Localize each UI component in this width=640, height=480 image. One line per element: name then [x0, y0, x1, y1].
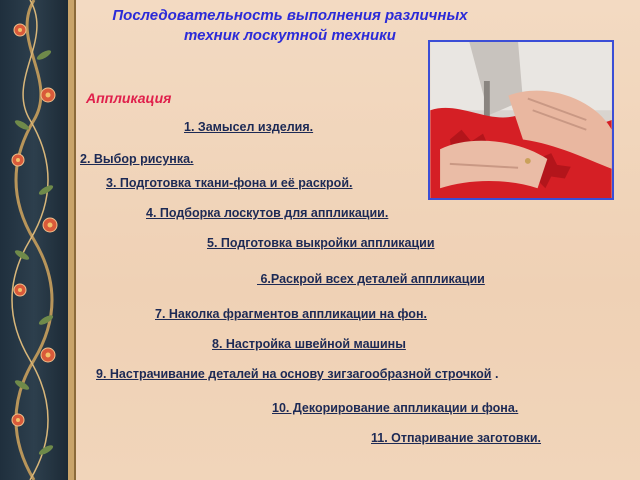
- step-10: 10. Декорирование аппликации и фона.: [272, 401, 519, 415]
- step-9-suffix: .: [491, 367, 499, 381]
- slide-title-line2: техник лоскутной техники: [184, 27, 396, 44]
- sewing-hands-photo-icon: [430, 42, 612, 198]
- step-5: 5. Подготовка выкройки аппликации: [207, 236, 435, 250]
- step-6: 6.Раскрой всех деталей аппликации: [257, 272, 485, 286]
- sewing-photo: [428, 40, 614, 200]
- step-4: 4. Подборка лоскутов для аппликации.: [146, 206, 389, 220]
- step-9-row: [96, 367, 498, 381]
- step-1: 1. Замысел изделия.: [184, 120, 314, 134]
- slide-title-line1: Последовательность выполнения различных: [112, 7, 468, 24]
- section-heading: Аппликация: [86, 90, 172, 106]
- step-11: 11. Отпаривание заготовки.: [371, 431, 542, 445]
- step-2: 2. Выбор рисунка.: [80, 152, 194, 166]
- step-8: 8. Настройка швейной машины: [212, 337, 406, 351]
- step-3: 3. Подготовка ткани-фона и её раскрой.: [106, 176, 353, 190]
- step-9: 9. Настрачивание деталей на основу зигзагообразной строчкой: [96, 367, 492, 381]
- step-7: 7. Наколка фрагментов аппликации на фон.: [155, 307, 427, 321]
- floral-border-ornament: [0, 0, 80, 480]
